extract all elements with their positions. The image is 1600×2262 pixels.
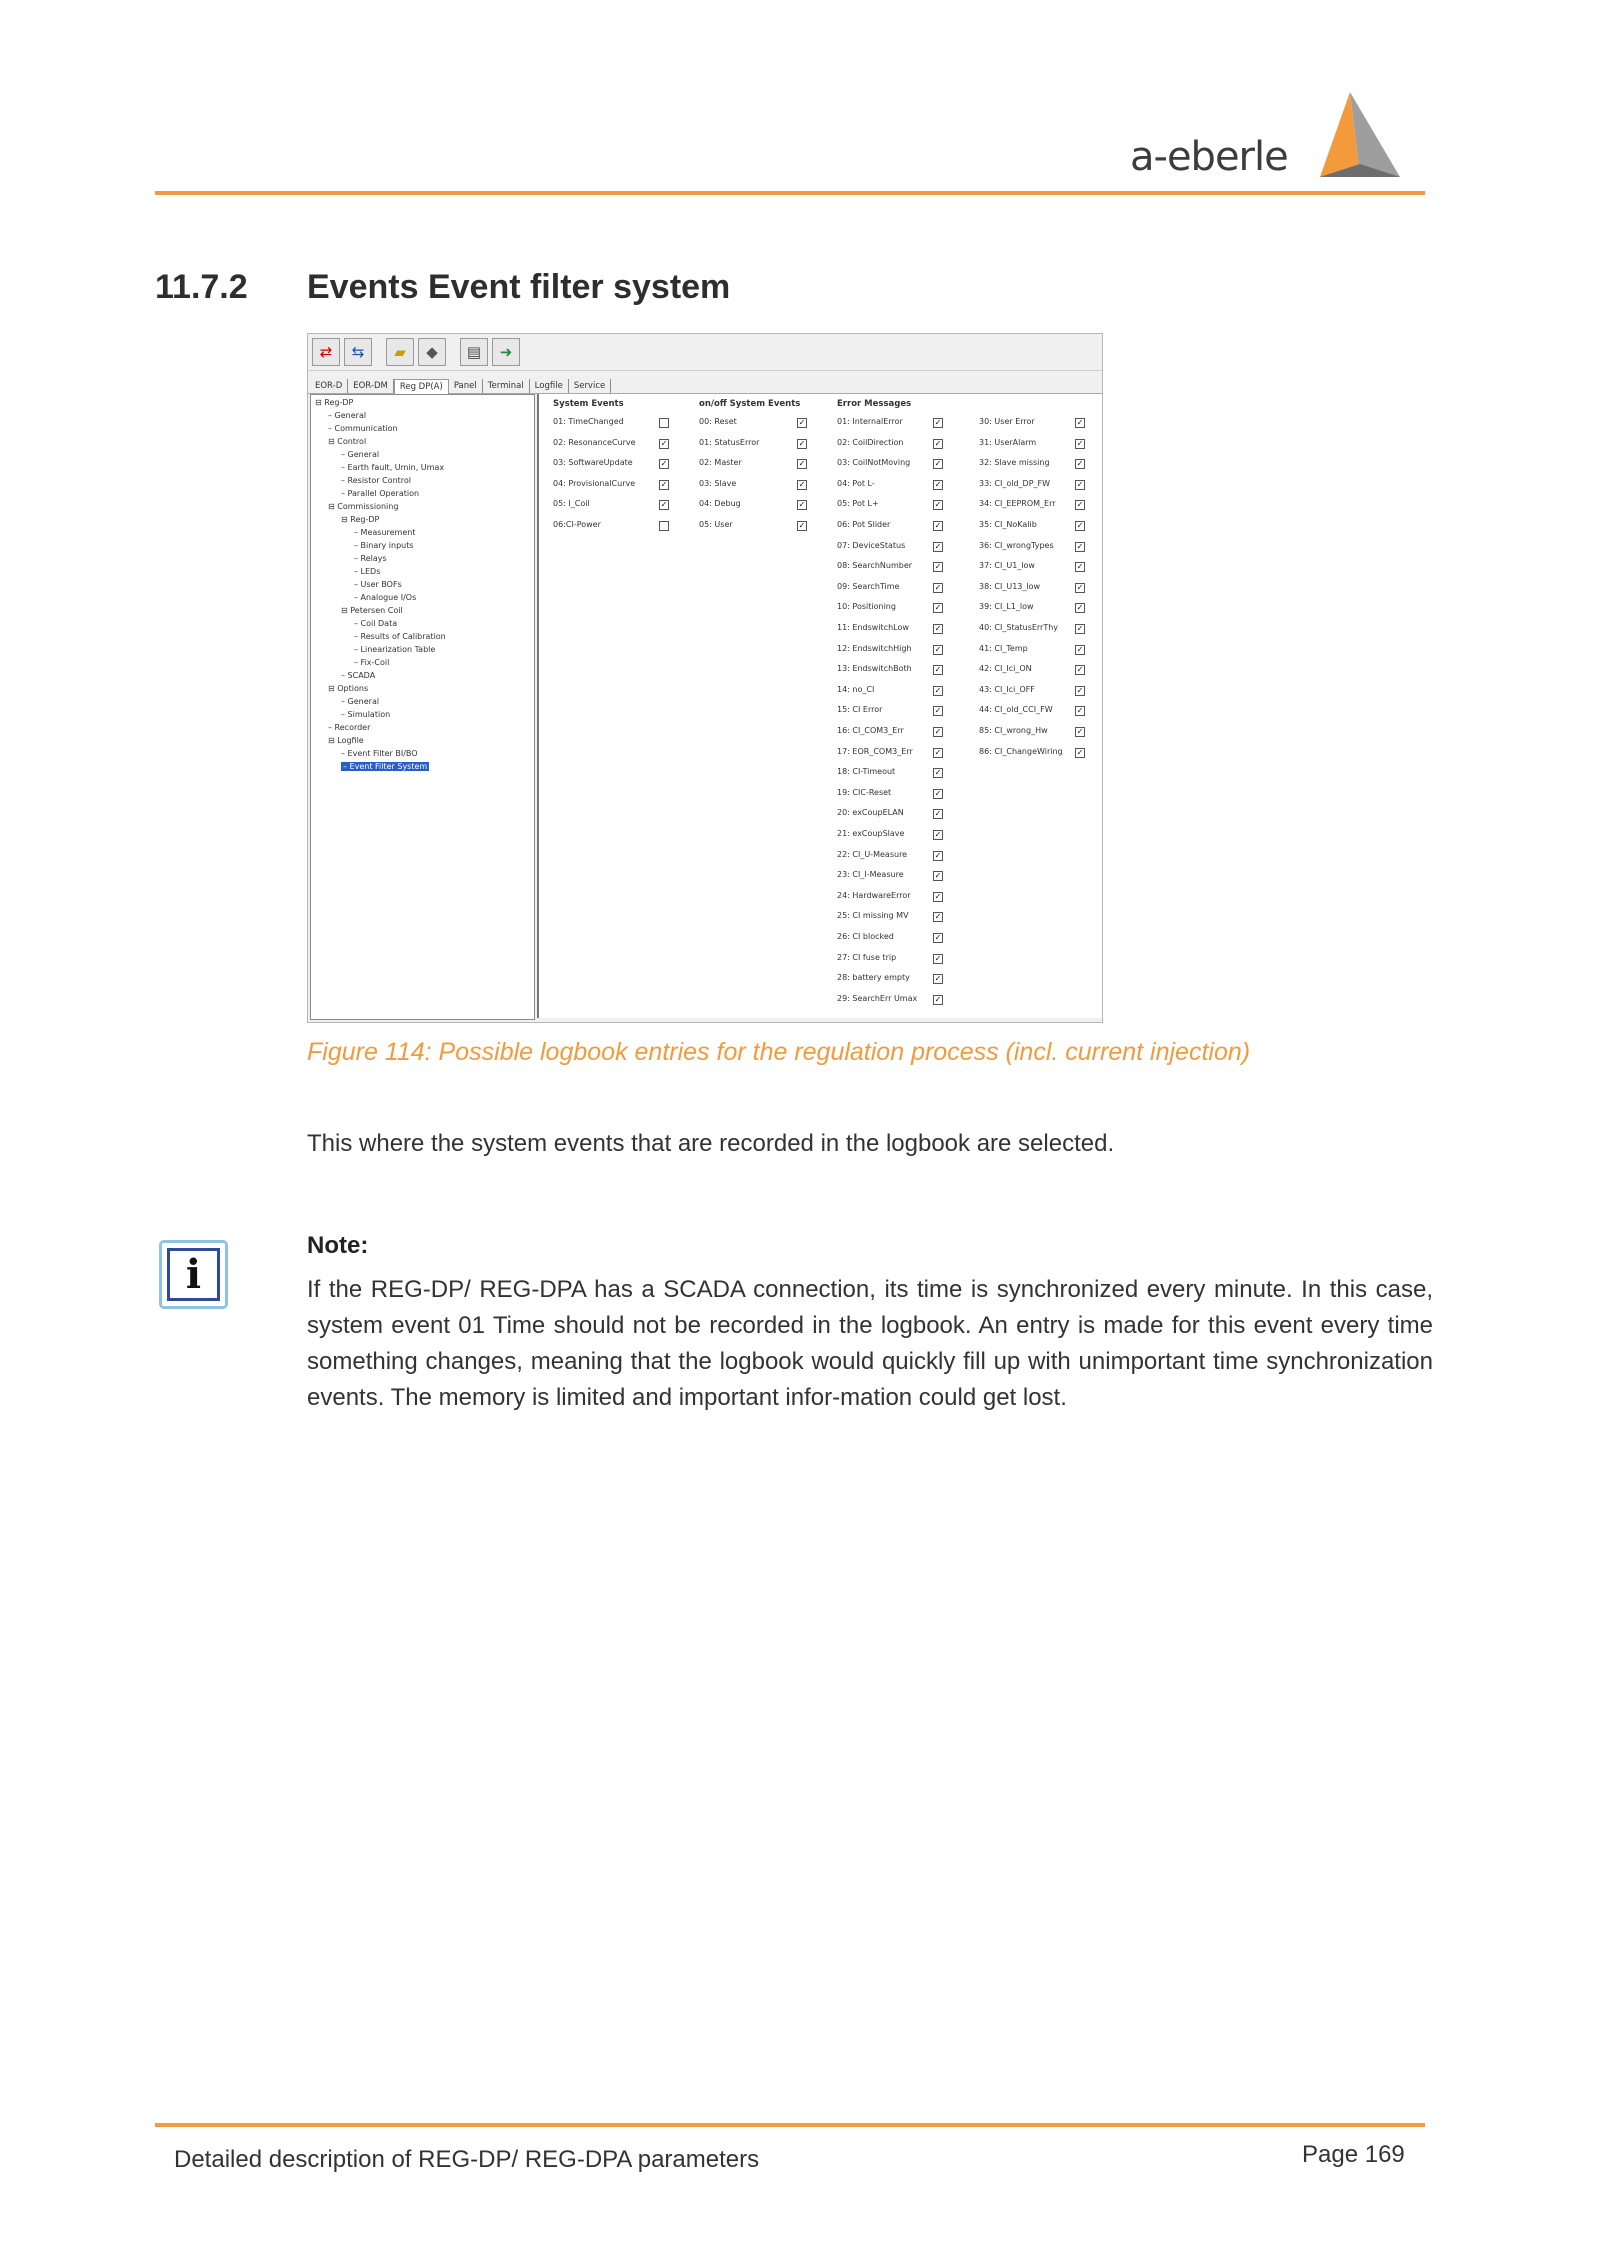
event-label: 06: Pot Slider <box>837 520 891 529</box>
event-label: 28: battery empty <box>837 973 910 983</box>
event-label: 26: CI blocked <box>837 932 894 941</box>
tree-item[interactable]: – Analogue I/Os <box>354 593 417 602</box>
open-folder-icon[interactable]: ▰ <box>386 338 414 366</box>
event-label: 02: ResonanceCurve <box>553 437 636 447</box>
tree-item[interactable]: – Binary inputs <box>354 541 414 550</box>
tree-item[interactable]: – Event Filter BI/BO <box>341 749 418 758</box>
event-label: 22: CI_U-Measure <box>837 849 908 859</box>
figure-caption: Figure 114: Possible logbook entries for the regulation process (incl. current injection) <box>307 1038 1251 1066</box>
event-label: 05: User <box>699 520 733 529</box>
print-icon[interactable]: ▤ <box>460 338 488 366</box>
event-label: 44: CI_old_CCI_FW <box>979 705 1053 715</box>
event-label: 29: SearchErr Umax <box>837 993 918 1003</box>
section-number: 11.7.2 <box>155 268 248 306</box>
footer-rule <box>155 2123 1425 2127</box>
event-checkbox[interactable]: ✓ <box>1076 644 1084 654</box>
event-label: 03: SoftwareUpdate <box>553 458 633 468</box>
tab-bar <box>308 371 1102 394</box>
event-label: 21: exCoupSlave <box>837 829 905 838</box>
event-checkbox[interactable]: ✓ <box>1076 582 1084 592</box>
header-rule <box>155 191 1425 195</box>
tree-item[interactable]: – Earth fault, Umin, Umax <box>341 463 445 472</box>
event-checkbox[interactable]: ✓ <box>1076 706 1084 716</box>
tree-item[interactable]: – Relays <box>354 554 387 563</box>
tab-eor-d[interactable]: EOR-D <box>310 379 348 393</box>
body-paragraph: This where the system events that are recorded in the logbook are selected. <box>307 1130 1115 1157</box>
event-checkbox[interactable]: ✓ <box>934 500 942 510</box>
tree-item[interactable]: – General <box>341 450 380 459</box>
event-label: 25: CI missing MV <box>837 911 909 921</box>
event-label: 38: CI_U13_low <box>979 581 1041 591</box>
tree-item[interactable]: ⊟ Reg-DP <box>315 398 354 407</box>
tree-item[interactable]: – Communication <box>328 424 398 433</box>
event-label: 20: exCoupELAN <box>837 808 904 818</box>
event-label: 35: CI_NoKalib <box>979 520 1037 529</box>
tree-item[interactable]: – SCADA <box>341 671 376 680</box>
event-checkbox[interactable]: ✓ <box>934 933 942 942</box>
event-checkbox[interactable]: ✓ <box>798 521 806 530</box>
event-checkbox[interactable]: ✓ <box>934 891 942 901</box>
event-checkbox[interactable]: ✓ <box>934 562 942 572</box>
tree-item[interactable]: – Coil Data <box>354 619 398 628</box>
event-checkbox[interactable]: ✓ <box>934 830 942 839</box>
event-checkbox[interactable]: ✓ <box>1076 479 1084 489</box>
event-label: 43: CI_Ici_OFF <box>979 684 1035 694</box>
tab-logfile[interactable]: Logfile <box>530 379 569 393</box>
note-title: Note: <box>307 1232 369 1259</box>
tree-item[interactable]: – General <box>341 697 380 706</box>
event-label: 01: TimeChanged <box>553 417 624 426</box>
event-list <box>537 394 1102 1018</box>
tree-item[interactable]: ⊟ Petersen Coil <box>341 606 403 615</box>
event-checkbox[interactable]: ✓ <box>934 788 942 798</box>
tab-eor-dm[interactable]: EOR-DM <box>348 379 394 393</box>
event-label: 36: CI_wrongTypes <box>979 540 1054 550</box>
logo-text: a-eberle <box>1130 134 1288 180</box>
event-checkbox[interactable]: ✓ <box>798 459 806 469</box>
column-header-system-events: System Events <box>553 399 624 409</box>
transfer-icon[interactable]: ⇆ <box>344 338 372 366</box>
event-label: 15: CI Error <box>837 705 883 715</box>
tree-item[interactable]: – Resistor Control <box>341 476 412 485</box>
event-checkbox[interactable]: ✓ <box>934 459 942 469</box>
column-header-onoff-events: on/off System Events <box>699 399 801 409</box>
event-label: 01: InternalError <box>837 417 903 426</box>
event-checkbox[interactable]: ✓ <box>934 727 942 736</box>
exit-icon[interactable]: ➜ <box>492 338 520 366</box>
event-label: 37: CI_U1_low <box>979 561 1035 571</box>
event-checkbox[interactable]: ✓ <box>798 418 806 427</box>
event-label: 00: Reset <box>699 417 737 426</box>
event-checkbox[interactable]: ✓ <box>934 706 942 716</box>
event-checkbox[interactable]: ✓ <box>1076 685 1084 695</box>
event-label: 34: CI_EEPROM_Err <box>979 499 1056 509</box>
event-checkbox[interactable]: ✓ <box>1076 727 1084 736</box>
event-label: 41: CI_Temp <box>979 643 1028 653</box>
tree-item[interactable]: – Event Filter System <box>343 762 428 771</box>
event-label: 31: UserAlarm <box>979 437 1037 447</box>
event-checkbox[interactable]: ✓ <box>934 418 942 427</box>
event-checkbox[interactable]: ✓ <box>934 665 942 675</box>
tree-item[interactable]: – Parallel Operation <box>341 489 420 498</box>
event-checkbox[interactable]: ✓ <box>934 912 942 922</box>
event-label: 09: SearchTime <box>837 581 900 591</box>
tree-item[interactable]: – Recorder <box>328 723 371 732</box>
event-checkbox[interactable]: ✓ <box>934 747 942 757</box>
info-icon: i <box>159 1240 228 1309</box>
event-label: 39: CI_L1_low <box>979 602 1034 612</box>
event-label: 04: ProvisionalCurve <box>553 478 636 488</box>
event-label: 13: EndswitchBoth <box>837 664 912 674</box>
event-label: 08: SearchNumber <box>837 561 913 571</box>
event-checkbox[interactable]: ✓ <box>1076 459 1084 469</box>
tree-item[interactable]: ⊟ Reg-DP <box>341 515 380 524</box>
event-label: 23: CI_I-Measure <box>837 870 904 880</box>
tree-item[interactable]: – User BOFs <box>354 580 402 589</box>
event-checkbox[interactable]: ✓ <box>934 994 942 1004</box>
event-label: 18: CI-Timeout <box>837 767 896 777</box>
event-checkbox[interactable]: ✓ <box>1076 747 1084 757</box>
event-checkbox[interactable]: ✓ <box>1076 665 1084 675</box>
event-checkbox[interactable]: ✓ <box>934 582 942 592</box>
event-label: 07: DeviceStatus <box>837 540 906 550</box>
event-checkbox[interactable]: ✓ <box>934 624 942 633</box>
event-checkbox[interactable]: ✓ <box>934 953 942 963</box>
tree-item[interactable]: – Measurement <box>354 528 416 537</box>
event-label: 16: CI_COM3_Err <box>837 726 904 735</box>
event-label: 33: CI_old_DP_FW <box>979 478 1051 488</box>
event-checkbox[interactable]: ✓ <box>934 974 942 984</box>
event-checkbox[interactable]: ✓ <box>798 438 806 448</box>
tab-terminal[interactable]: Terminal <box>483 379 530 393</box>
tree-item[interactable]: ⊟ Commissioning <box>328 502 399 511</box>
event-label: 03: CoilNotMoving <box>837 458 911 468</box>
tab-service[interactable]: Service <box>569 379 611 393</box>
event-label: 32: Slave missing <box>979 458 1050 468</box>
event-checkbox[interactable]: ✓ <box>660 479 668 489</box>
event-checkbox[interactable]: ✓ <box>1076 500 1084 510</box>
tree-item[interactable]: ⊟ Logfile <box>328 736 364 745</box>
event-label: 02: CoilDirection <box>837 437 904 447</box>
tree-item[interactable]: – Fix-Coil <box>354 658 390 667</box>
event-label: 27: CI fuse trip <box>837 952 897 962</box>
section-heading <box>155 268 730 307</box>
company-logo <box>1130 92 1415 184</box>
event-checkbox[interactable]: ✓ <box>934 809 942 819</box>
event-checkbox[interactable]: ✓ <box>1076 438 1084 448</box>
tab-panel[interactable]: Panel <box>449 379 483 393</box>
event-label: 85: CI_wrong_Hw <box>979 726 1048 735</box>
event-checkbox[interactable]: ✓ <box>798 500 806 510</box>
event-label: 19: CIC-Reset <box>837 787 892 797</box>
event-label: 86: CI_ChangeWiring <box>979 746 1063 756</box>
footer-title: Detailed description of REG-DP/ REG-DPA parameters <box>174 2146 760 2173</box>
tree-item[interactable]: ⊟ Control <box>328 437 367 446</box>
event-checkbox[interactable]: ✓ <box>934 768 942 778</box>
event-checkbox[interactable]: ✓ <box>934 871 942 881</box>
tree-item[interactable]: – Linearization Table <box>354 645 436 654</box>
event-checkbox[interactable]: ✓ <box>1076 541 1084 551</box>
event-label: 24: HardwareError <box>837 890 911 900</box>
toolbar <box>308 334 1102 371</box>
note-text: If the REG-DP/ REG-DPA has a SCADA connection, its time is synchronized every minute. In this case, system event 01 Time should not be recorded in the logbook. An entry is made for this event every time something changes, meaning that the logbook would quickly fill up with unimportant time synchronization events. The memory is limited and important infor-mation could get lost. <box>307 1276 1433 1411</box>
event-checkbox[interactable]: ✓ <box>1076 603 1084 613</box>
event-label: 04: Pot L- <box>837 478 875 488</box>
event-checkbox[interactable]: ✓ <box>934 438 942 448</box>
event-label: 02: Master <box>699 458 742 468</box>
event-checkbox[interactable]: ✓ <box>934 521 942 530</box>
event-checkbox[interactable]: ✓ <box>1076 521 1084 530</box>
event-label: 06:CI-Power <box>553 520 601 529</box>
tab-reg-dp-a-[interactable]: Reg DP(A) <box>394 379 449 394</box>
tree-item[interactable]: – LEDs <box>354 567 381 576</box>
event-label: 05: Pot L+ <box>837 499 879 509</box>
compare-icon[interactable]: ⇄ <box>312 338 340 366</box>
event-label: 03: Slave <box>699 478 737 488</box>
event-checkbox[interactable] <box>659 521 669 531</box>
logo-triangle-icon <box>1300 92 1400 184</box>
event-checkbox[interactable]: ✓ <box>660 459 668 469</box>
column-header-error-messages: Error Messages <box>837 399 912 409</box>
event-checkbox[interactable]: ✓ <box>934 685 942 695</box>
event-label: 14: no_CI <box>837 684 875 694</box>
tree-item[interactable]: – Simulation <box>341 710 391 719</box>
tree-item[interactable]: – General <box>328 411 367 420</box>
event-checkbox[interactable]: ✓ <box>934 479 942 489</box>
event-checkbox[interactable]: ✓ <box>934 850 942 860</box>
event-label: 04: Debug <box>699 499 741 509</box>
page-number: Page 169 <box>1302 2141 1405 2168</box>
event-label: 30: User Error <box>979 417 1035 426</box>
event-checkbox[interactable]: ✓ <box>660 500 668 510</box>
event-checkbox[interactable]: ✓ <box>934 603 942 613</box>
event-label: 10: Positioning <box>837 602 896 612</box>
event-checkbox[interactable]: ✓ <box>1076 624 1084 633</box>
event-label: 17: EOR_COM3_Err <box>837 746 913 756</box>
event-checkbox[interactable]: ✓ <box>660 438 668 448</box>
event-checkbox[interactable]: ✓ <box>1076 562 1084 572</box>
event-checkbox[interactable]: ✓ <box>934 541 942 551</box>
section-title: Events Event filter system <box>307 268 731 306</box>
event-checkbox[interactable]: ✓ <box>934 644 942 654</box>
event-checkbox[interactable] <box>659 418 669 428</box>
event-label: 40: CI_StatusErrThy <box>979 623 1059 632</box>
tree-item[interactable]: – Results of Calibration <box>354 632 446 641</box>
event-label: 01: StatusError <box>699 437 760 447</box>
tree-item[interactable]: ⊟ Options <box>328 684 369 693</box>
event-label: 11: EndswitchLow <box>837 623 909 632</box>
event-label: 42: CI_Ici_ON <box>979 664 1032 674</box>
event-label: 05: I_Coil <box>553 499 590 509</box>
event-label: 12: EndswitchHigh <box>837 643 912 653</box>
event-filter-screenshot <box>307 333 1103 1023</box>
save-icon[interactable]: ◆ <box>418 338 446 366</box>
event-checkbox[interactable]: ✓ <box>798 479 806 489</box>
navigation-tree <box>310 394 535 1020</box>
event-checkbox[interactable]: ✓ <box>1076 418 1084 427</box>
